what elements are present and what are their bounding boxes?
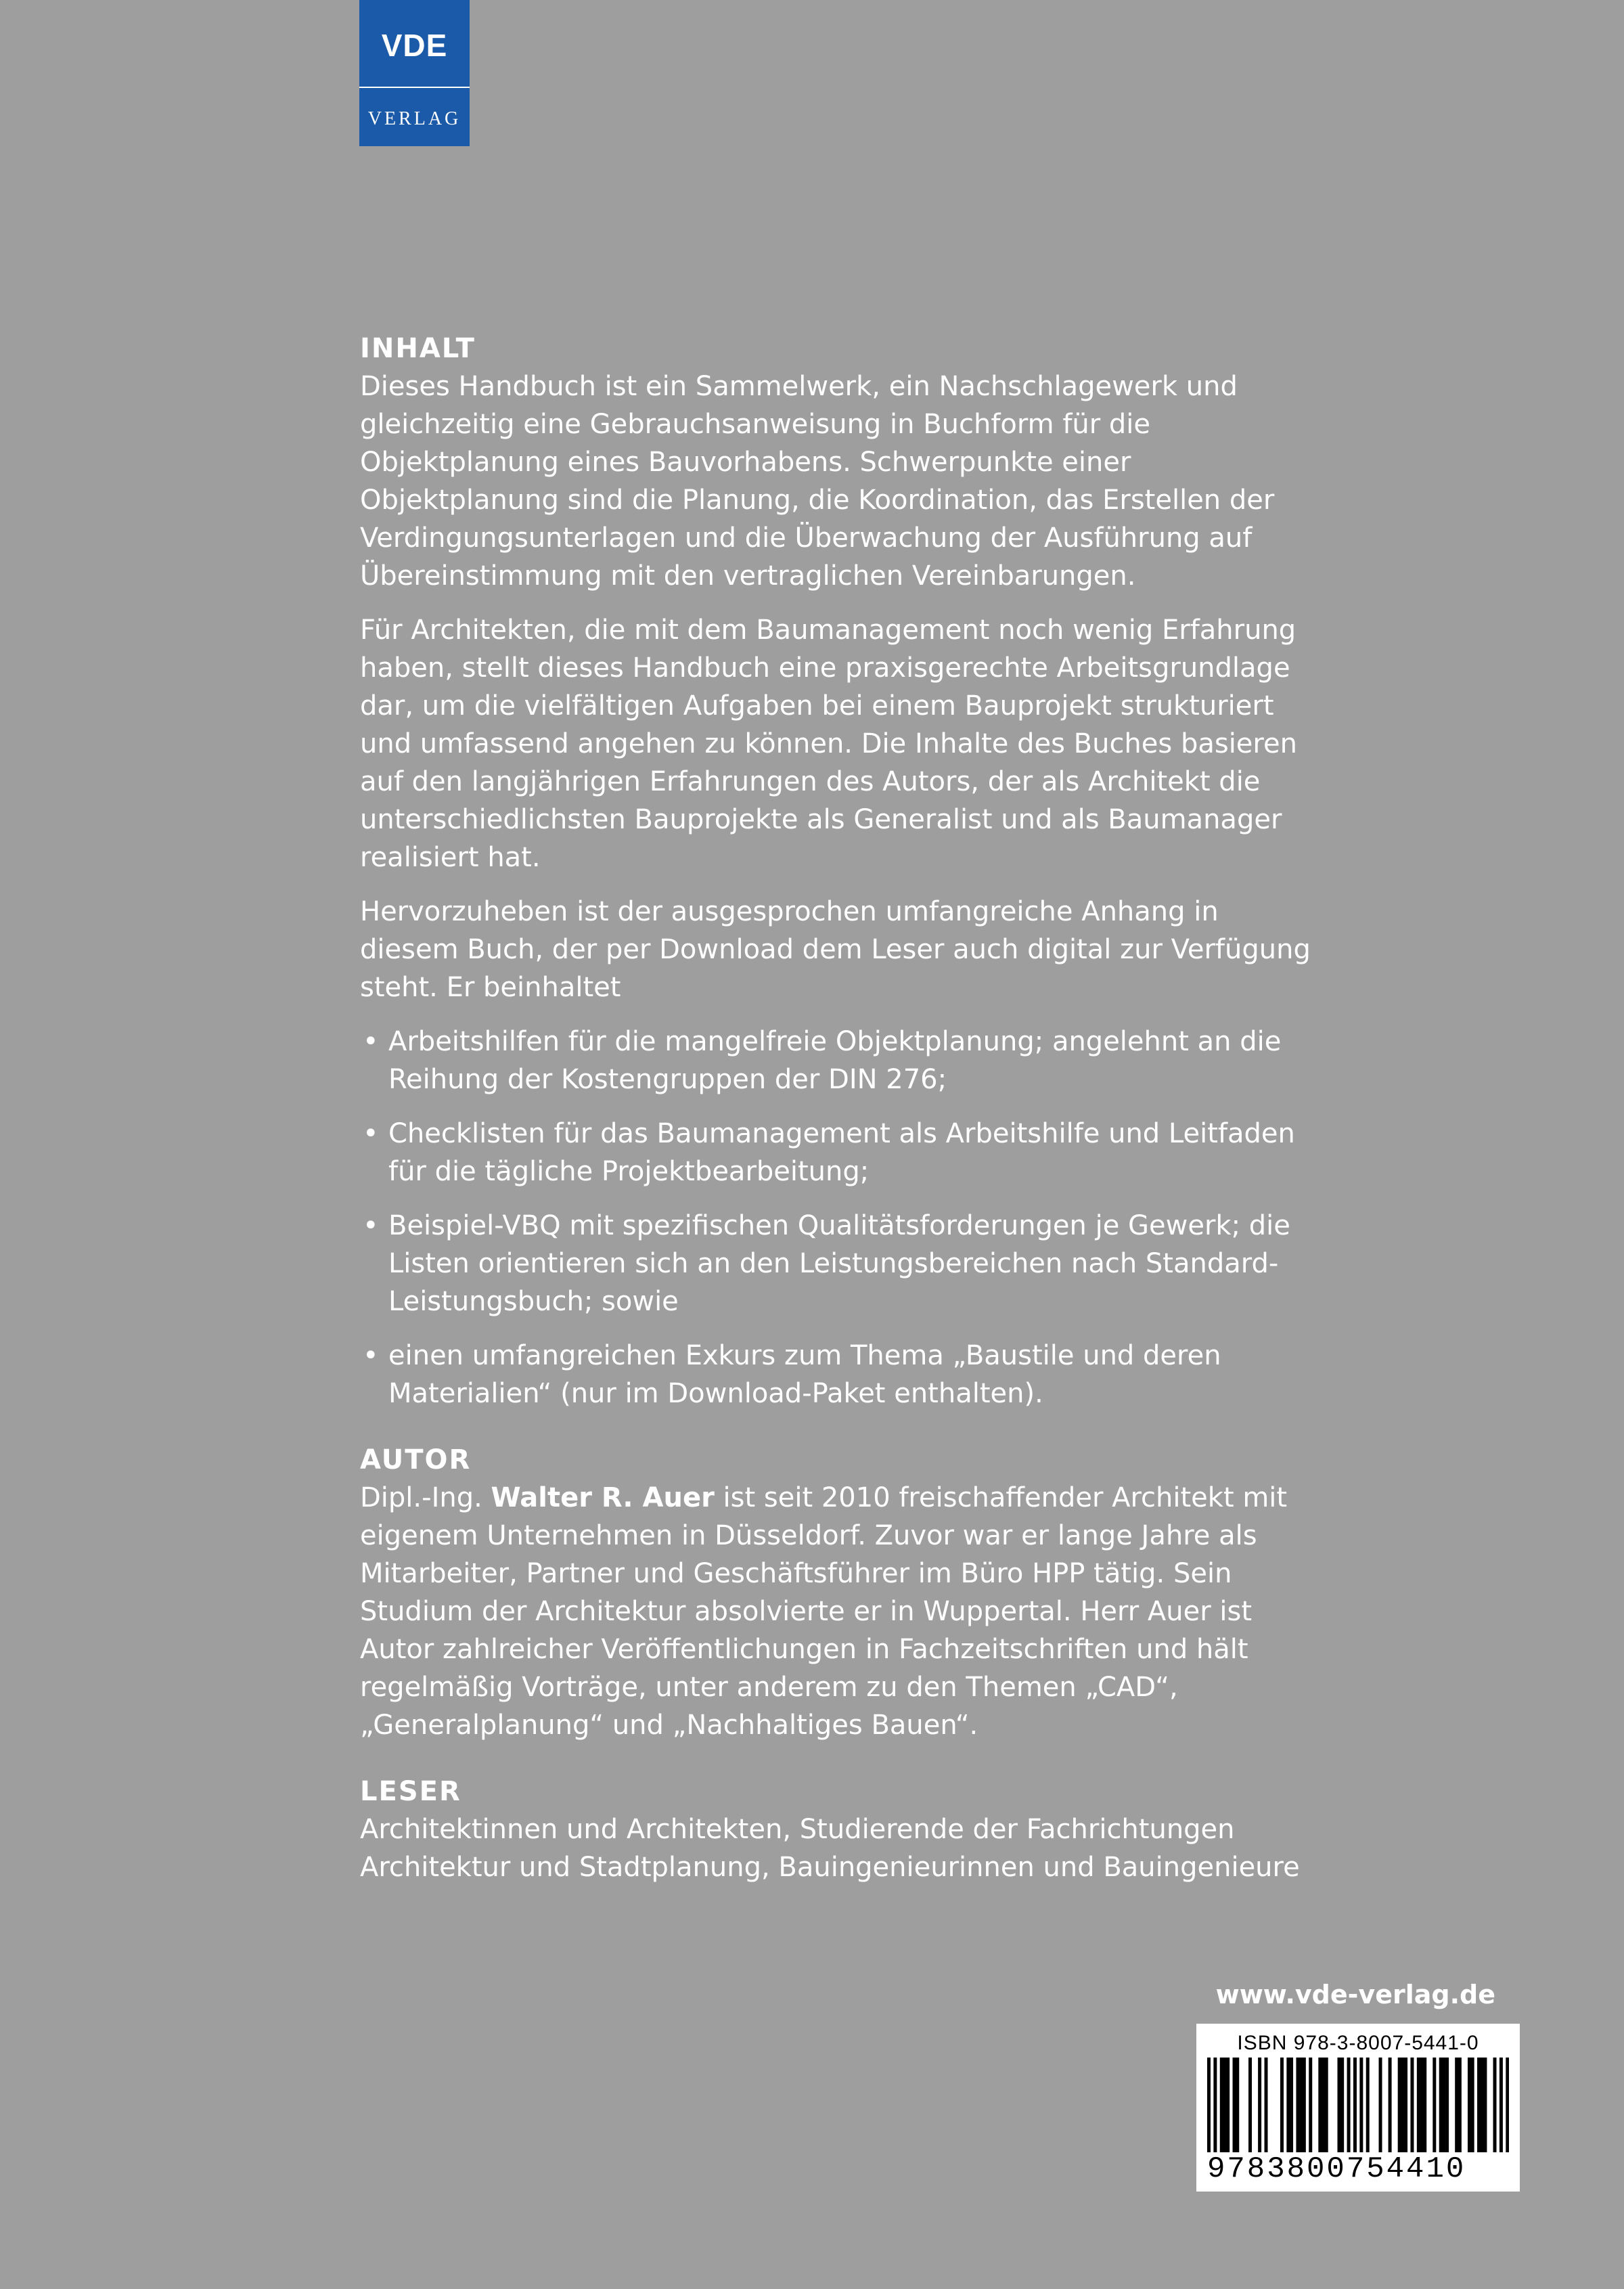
barcode-bar: [1236, 2058, 1239, 2152]
logo-vde-text: VDE: [381, 28, 448, 63]
barcode-bar: [1347, 2058, 1351, 2152]
barcode-bar: [1389, 2058, 1392, 2152]
barcode-bar: [1455, 2058, 1458, 2152]
barcode-bar: [1309, 2058, 1312, 2152]
barcode-bar: [1325, 2058, 1328, 2152]
bullet-icon: •: [363, 1118, 379, 1149]
isbn-barcode: [1196, 2024, 1520, 2192]
autor-prefix: Dipl.-Ing.: [360, 1482, 491, 1513]
inhalt-paragraph: Für Architekten, die mit dem Baumanagement noch wenig Erfahrung haben, stellt dieses Handbuch eine praxisgerechte Arbeitsgrundlage dar, um die vielfältigen Aufgaben bei einem Bauprojekt strukturiert und umfassend angehen zu können. Die Inhalte des Buches basieren auf den langjährigen Erfahrungen des Autors, der als Architekt die unterschiedlichsten Bauprojekte als Generalist und als Baumanager realisiert hat.: [360, 615, 1297, 873]
barcode-bars: [1207, 2058, 1509, 2152]
barcode-bar: [1248, 2058, 1252, 2152]
barcode-bar: [1410, 2058, 1414, 2152]
barcode-bar: [1296, 2058, 1299, 2152]
barcode-bar: [1481, 2058, 1484, 2152]
barcode-bar: [1286, 2058, 1290, 2152]
bullet-icon: •: [363, 1210, 379, 1241]
publisher-url[interactable]: www.vde-verlag.de: [1215, 1980, 1495, 2009]
barcode-bar: [1337, 2058, 1340, 2152]
list-item: [360, 1207, 1321, 1320]
list-item-text: einen umfangreichen Exkurs zum Thema „Baustile und deren Materialien“ (nur im Download-Paket enthalten).: [388, 1340, 1221, 1409]
barcode-bar: [1233, 2058, 1236, 2152]
list-item-text: Beispiel-VBQ mit spezifischen Qualitätsforderungen je Gewerk; die Listen orientieren sich an den Leistungsbereichen nach Standard-Leistungsbuch; sowie: [388, 1210, 1290, 1317]
list-item: [360, 1115, 1321, 1191]
barcode-bar: [1213, 2058, 1217, 2152]
barcode-bar: [1506, 2058, 1509, 2152]
barcode-bar: [1290, 2058, 1293, 2152]
list-item: [360, 1023, 1321, 1098]
logo-divider: [359, 87, 470, 88]
list-item: [360, 1337, 1321, 1413]
barcode-bar: [1442, 2058, 1445, 2152]
inhalt-bullet-list: [360, 1023, 1321, 1413]
barcode-bar: [1433, 2058, 1436, 2152]
leser-paragraph: Architektinnen und Architekten, Studierende der Fachrichtungen Architektur und Stadtplanung, Bauingenieurinnen und Bauingenieure: [360, 1814, 1300, 1883]
barcode-bar: [1258, 2058, 1261, 2152]
isbn-label: ISBN 978-3-8007-5441-0: [1237, 2032, 1479, 2054]
barcode-bar: [1303, 2058, 1306, 2152]
bullet-icon: •: [363, 1340, 379, 1371]
logo-verlag-text: VERLAG: [367, 108, 461, 129]
barcode-bar: [1471, 2058, 1474, 2152]
barcode-bar: [1265, 2058, 1268, 2152]
section-inhalt: [360, 330, 1321, 1413]
barcode-bar: [1322, 2058, 1325, 2152]
barcode-bar: [1359, 2058, 1363, 2152]
barcode-bar: [1280, 2058, 1284, 2152]
vde-verlag-logo: [359, 0, 470, 146]
leser-heading: LESER: [360, 1776, 461, 1807]
section-autor: [360, 1441, 1321, 1744]
barcode-bar: [1318, 2058, 1322, 2152]
barcode-bar: [1220, 2058, 1223, 2152]
barcode-bar: [1423, 2058, 1426, 2152]
barcode-bar: [1417, 2058, 1420, 2152]
barcode-bar: [1477, 2058, 1481, 2152]
autor-heading: AUTOR: [360, 1444, 472, 1475]
list-item-text: Arbeitshilfen für die mangelfreie Objektplanung; angelehnt an die Reihung der Kostengruppen der DIN 276;: [388, 1026, 1282, 1095]
inhalt-heading: INHALT: [360, 333, 476, 364]
barcode-bar: [1226, 2058, 1230, 2152]
back-cover-text: [360, 330, 1321, 1886]
barcode-bar: [1223, 2058, 1226, 2152]
barcode-bar: [1379, 2058, 1382, 2152]
barcode-bar: [1499, 2058, 1503, 2152]
barcode-bar: [1483, 2058, 1487, 2152]
bullet-icon: •: [363, 1026, 379, 1057]
barcode-bar: [1445, 2058, 1449, 2152]
barcode-bar: [1299, 2058, 1303, 2152]
autor-bio: ist seit 2010 freischaffender Architekt mit eigenem Unternehmen in Düsseldorf. Zuvor war er lange Jahre als Mitarbeiter, Partner und Geschäftsführer im Büro HPP tätig. Sein Studium der Architektur absolvierte er in Wuppertal. Herr Auer ist Autor zahlreicher Veröffentlichungen in Fachzeitschriften und hält regelmäßig Vorträge, unter anderem zu den Themen „CAD“, „Generalplanung“ und „Nachhaltiges Bauen“.: [360, 1482, 1288, 1741]
autor-paragraph: [360, 1479, 1321, 1744]
barcode-bar: [1353, 2058, 1357, 2152]
barcode-bar: [1420, 2058, 1424, 2152]
barcode-bar: [1340, 2058, 1344, 2152]
barcode-bar: [1468, 2058, 1471, 2152]
barcode-bar: [1458, 2058, 1462, 2152]
inhalt-paragraph: Dieses Handbuch ist ein Sammelwerk, ein Nachschlagewerk und gleichzeitig eine Gebrauchsanweisung in Buchform für die Objektplanung eines Bauvorhabens. Schwerpunkte einer Objektplanung sind die Planung, die Koordination, das Erstellen der Verdingungsunterlagen und die Überwachung der Ausführung auf Übereinstimmung mit den vertraglichen Vereinbarungen.: [360, 371, 1275, 592]
barcode-bar: [1401, 2058, 1404, 2152]
list-item-text: Checklisten für das Baumanagement als Arbeitshilfe und Leitfaden für die tägliche Projektbearbeitung;: [388, 1118, 1295, 1187]
barcode-bar: [1207, 2058, 1211, 2152]
barcode-bar: [1398, 2058, 1401, 2152]
barcode-bar: [1439, 2058, 1443, 2152]
barcode-bar: [1493, 2058, 1497, 2152]
inhalt-paragraph: Hervorzuheben ist der ausgesprochen umfangreiche Anhang in diesem Buch, der per Download dem Leser auch digital zur Verfügung steht. Er beinhaltet: [360, 896, 1311, 1003]
barcode-bar: [1404, 2058, 1407, 2152]
barcode-bar: [1366, 2058, 1370, 2152]
section-leser: [360, 1773, 1321, 1886]
ean-digits: 9783800754410: [1207, 2152, 1466, 2186]
autor-name: Walter R. Auer: [491, 1482, 715, 1513]
